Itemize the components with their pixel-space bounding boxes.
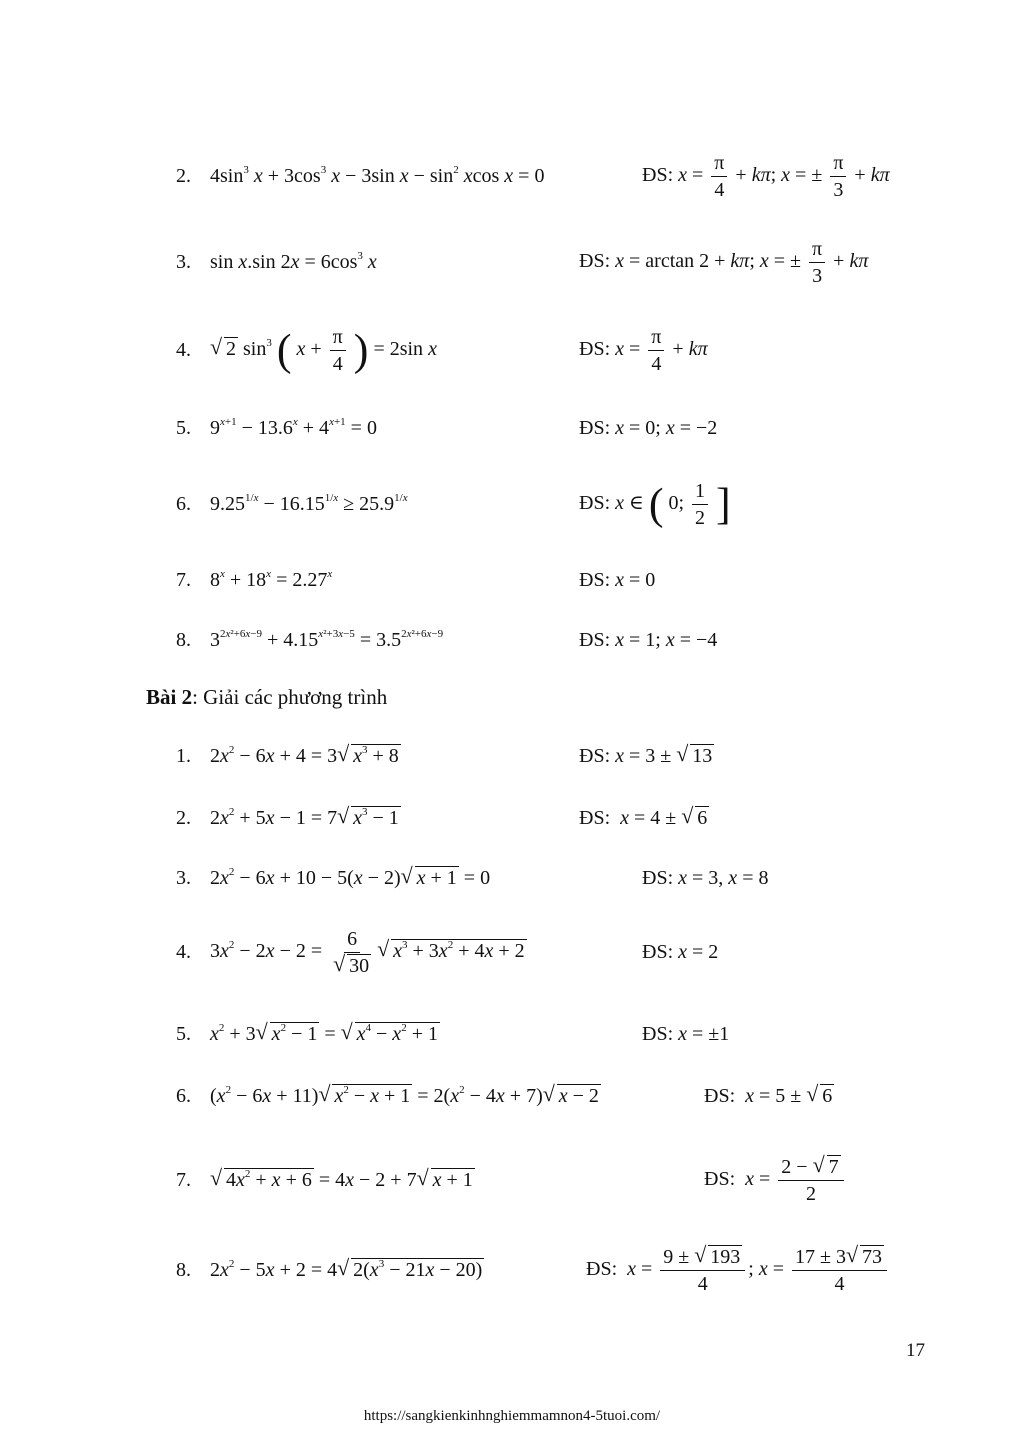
- equation: $2x^2 - 6x + 4 = 3√$ $x^3 + 8$: [210, 744, 401, 768]
- answer-label: ĐS:: [579, 807, 611, 829]
- answer-label: ĐS:: [642, 1023, 674, 1045]
- heading-text: : Giải các phương trình: [192, 685, 388, 709]
- answer-label: ĐS:: [579, 338, 611, 361]
- answer-label: ĐS:: [579, 629, 611, 651]
- answer-label: ĐS:: [579, 250, 611, 273]
- equation: $3x^2 - 2x - 2$ = 6 √ 30 √ $x^3 + 3x^2 + 4x + 2$: [210, 926, 527, 979]
- answer-label: ĐS:: [704, 1168, 736, 1191]
- answer: ĐS: x = 5 ± √ 6: [704, 1084, 834, 1108]
- answer-label: ĐS:: [642, 867, 674, 889]
- equation: $3^{2x^2+6x-9} + 4.15^{x^2+3x-5} = 3.5^{2x^2+6x-9}$: [210, 628, 444, 651]
- equation: $8^x + 18^x = 2.27^x$: [210, 568, 333, 591]
- item-number: 7.: [176, 569, 191, 591]
- item-number: 8.: [176, 1259, 191, 1281]
- item-number: 6.: [176, 1085, 191, 1107]
- answer-label: ĐS:: [642, 164, 674, 187]
- item-number: 2.: [176, 165, 191, 187]
- item-number: 3.: [176, 251, 191, 273]
- answer: ĐS: x = $\frac{2 - √ 7}{2}$: [704, 1154, 847, 1207]
- item-number: 8.: [176, 629, 191, 651]
- heading-bold: Bài 2: [146, 685, 193, 709]
- equation: $4\sin^3$ $x + 3\cos^3$ x − 3sin $x - \sin^2 xcos$ x = 0: [210, 164, 545, 187]
- equation-row: [0, 1240, 1024, 1300]
- answer-label: ĐS:: [579, 569, 611, 591]
- answer: ĐS: x = arctan 2 + kπ; x = ± $\frac{\pi}{3}$ + kπ: [579, 238, 869, 287]
- item-number: 4.: [176, 339, 191, 361]
- equation-row: [0, 620, 1024, 680]
- item-number: 6.: [176, 493, 191, 515]
- answer-label: ĐS:: [704, 1085, 736, 1107]
- equation-row: [0, 414, 1024, 474]
- answer: ĐS: x = $\frac{\pi}{4}$ + kπ; x = ± $\frac{\pi}{3}$ + kπ: [642, 152, 890, 201]
- equation-row: [0, 236, 1024, 296]
- answer: ĐS: x = 2: [642, 941, 719, 963]
- equation-row: [0, 1150, 1024, 1210]
- equation: $9^{x+1} - 13.6^x + 4^{x+1} = 0$: [210, 416, 377, 439]
- item-number: 4.: [176, 941, 191, 963]
- answer: ĐS: x = 0; x = −2: [579, 417, 718, 439]
- equation: $2x^2 - 6x + 10 - 5(x - 2)√$ x + 1 = 0: [210, 866, 490, 890]
- item-number: 5.: [176, 1023, 191, 1045]
- equation-row: [0, 322, 1024, 382]
- equation: √ $4x^2 + x + 6 = 4x - 2 + 7√$ x + 1: [210, 1168, 475, 1192]
- footer-url[interactable]: https://sangkienkinhnghiemmamnon4-5tuoi.com/: [363, 1408, 661, 1424]
- equation-row: [0, 150, 1024, 210]
- equation: sin x.sin $2x = 6\cos^3$ x: [210, 250, 377, 273]
- equation-row: [0, 1020, 1024, 1080]
- item-number: 2.: [176, 807, 191, 829]
- answer-label: ĐS:: [579, 417, 611, 439]
- page-number: 17: [906, 1340, 925, 1361]
- answer: ĐS: x = 3, x = 8: [642, 867, 769, 889]
- item-number: 7.: [176, 1169, 191, 1191]
- equation: $2x^2 - 5x + 2 = 4√$ $2(x^3 - 21x - 20)$: [210, 1258, 484, 1282]
- answer: ĐS: x = $\frac{\pi}{4}$ + kπ: [579, 326, 708, 375]
- answer: ĐS: x = 3 ± √ 13: [579, 744, 714, 768]
- equation-row: [0, 1082, 1024, 1142]
- answer: ĐS: x = $\frac{9 \pm √ 193}{4}$ ; x = $\frac{17 \pm 3√ 73}{4}$: [586, 1244, 890, 1297]
- answer: ĐS: x = 0: [579, 569, 656, 591]
- equation: √ 2 $\sin^3$ ( x + $\frac{\pi}{4}$ ) = 2sin x: [210, 324, 437, 377]
- item-number: 1.: [176, 745, 191, 767]
- equation: $(x^2 - 6x + 11)√$ $x^2 - x + 1 = 2(x^2 - 4x + 7)√$ x − 2: [210, 1084, 601, 1108]
- equation: $x^2 + 3√$ $x^2 - 1$ = √ $x^4 - x^2 + 1$: [210, 1022, 440, 1046]
- equation-row: [0, 742, 1024, 802]
- equation-row: [0, 864, 1024, 924]
- answer: ĐS: x = ±1: [642, 1023, 730, 1045]
- equation: $9.25^{1/x} - 16.15^{1/x} \ge 25.9^{1/x}$: [210, 492, 408, 515]
- answer-label: ĐS:: [579, 492, 611, 515]
- equation-row: [0, 566, 1024, 626]
- equation: $2x^2 + 5x - 1 = 7√$ $x^3 - 1$: [210, 806, 401, 830]
- answer-label: ĐS:: [586, 1258, 618, 1281]
- item-number: 3.: [176, 867, 191, 889]
- equation-row: [0, 922, 1024, 982]
- equation-row: [0, 804, 1024, 864]
- section-heading: [146, 684, 387, 710]
- answer-label: ĐS:: [642, 941, 674, 963]
- item-number: 5.: [176, 417, 191, 439]
- answer: ĐS: x = 4 ± √ 6: [579, 806, 709, 830]
- equation-row: [0, 472, 1024, 532]
- answer: ĐS: x ∈ ( 0; $\frac{1}{2}$ ]: [579, 479, 731, 529]
- answer-label: ĐS:: [579, 745, 611, 767]
- answer: ĐS: x = 1; x = −4: [579, 629, 718, 651]
